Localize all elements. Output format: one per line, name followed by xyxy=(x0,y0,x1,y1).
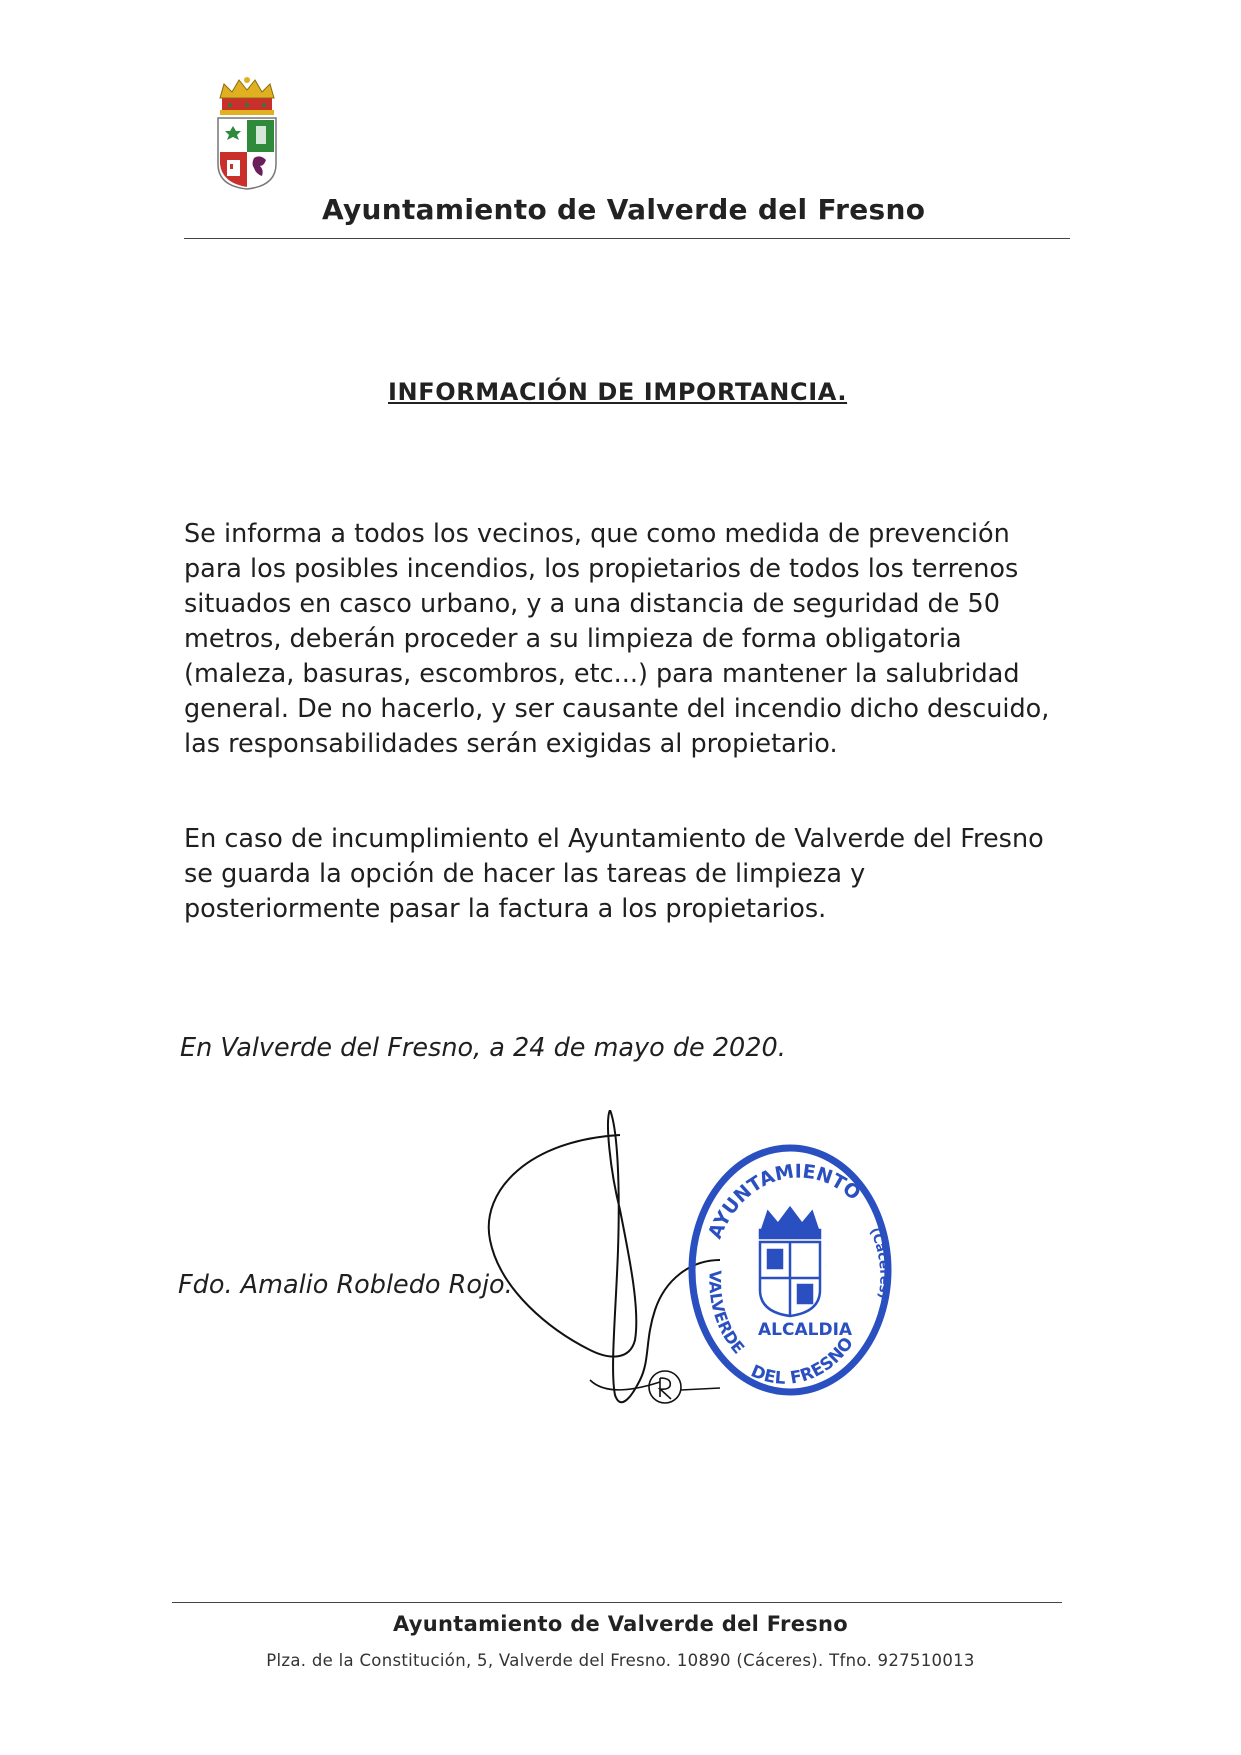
notice-paragraph: En caso de incumplimiento el Ayuntamiento de Valverde del Fresno se guarda la opción de hacer las tareas de limpieza y posteriormente pasar la factura a los propietarios. xyxy=(184,824,1044,924)
official-seal-stamp xyxy=(680,1130,900,1400)
seal-center-label: ALCALDIA xyxy=(758,1320,853,1340)
coat-of-arms-logo xyxy=(212,76,282,191)
date-line: En Valverde del Fresno, a 24 de mayo de 2020. xyxy=(180,1033,786,1063)
header-divider xyxy=(184,238,1070,239)
svg-text:DEL FRESNO xyxy=(748,1334,858,1389)
footer-address: Plza. de la Constitución, 5, Valverde del Fresno. 10890 (Cáceres). Tfno. 927510013 xyxy=(266,1651,975,1670)
signer-name: Fdo. Amalio Robledo Rojo. xyxy=(178,1270,513,1300)
seal-bottom-text: DEL FRESNO xyxy=(747,1333,858,1389)
organization-title: Ayuntamiento de Valverde del Fresno xyxy=(322,193,926,226)
seal-left-text: VALVERDE xyxy=(705,1269,749,1358)
notice-paragraph: Se informa a todos los vecinos, que como medida de prevención para los posibles incendios, los propietarios de todos los terrenos situados en casco urbano, y a una distancia de seguridad de 50 metros, deberán proceder a su limpieza de forma obligatoria (maleza, basuras, escombros, etc...) para mantener la salubridad general. De no hacerlo, y ser causante del incendio dicho descuido, las responsabilidades serán exigidas al propietario. xyxy=(184,519,1050,759)
seal-top-text: AYUNTAMIENTO xyxy=(704,1160,865,1242)
seal-province-text: (Cáceres) xyxy=(866,1225,892,1300)
footer-organization: Ayuntamiento de Valverde del Fresno xyxy=(392,1612,849,1636)
notice-heading: INFORMACIÓN DE IMPORTANCIA. xyxy=(388,378,848,406)
footer-divider xyxy=(172,1602,1062,1603)
